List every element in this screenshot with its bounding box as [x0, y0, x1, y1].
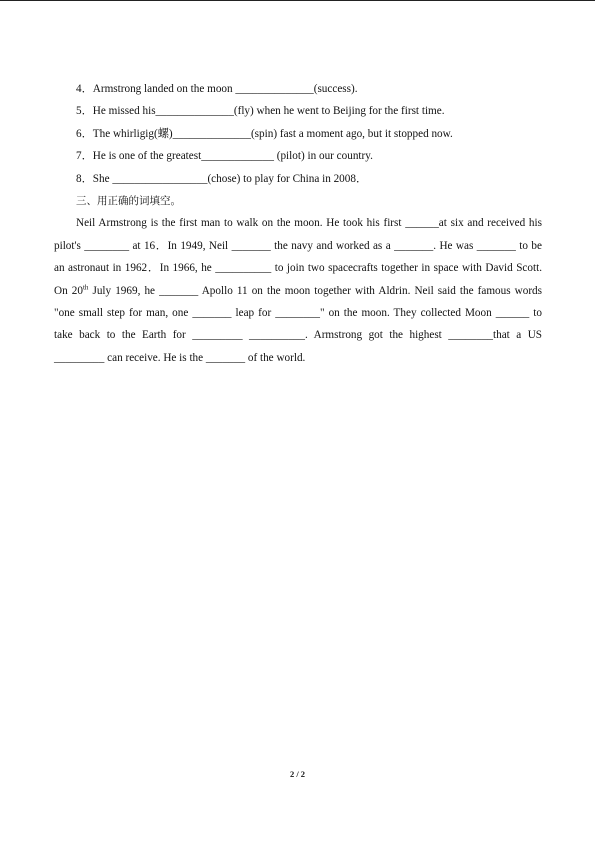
- section-three-title: 三、用正确的词填空。: [76, 195, 181, 208]
- worksheet-content: [54, 78, 542, 369]
- question-8: 8．She _________________(chose) to play for China in 2008．: [76, 172, 368, 185]
- question-4: 4．Armstrong landed on the moon ______________(success).: [76, 83, 358, 95]
- question-7: 7．He is one of the greatest_____________ (pilot) in our country.: [76, 150, 373, 163]
- page-number: 2 / 2: [289, 769, 306, 779]
- question-5: 5．He missed his______________(fly) when he went to Beijing for the first time.: [76, 105, 445, 118]
- passage-part-2: July 1969, he _______ Apollo 11 on the moon together with Aldrin. Neil said the famous words "one small step for man, one _______ leap for ________" on the moon. They collected Moon ______ to take back to the Earth for _________ __________. Armstrong got the highest ________that a US _________ can receive. He is the _______ of the world.: [54, 284, 542, 364]
- question-6: 6．The whirligig(螺)______________(spin) fast a moment ago, but it stopped now.: [76, 127, 453, 140]
- cloze-passage: [54, 212, 542, 369]
- passage-superscript: th: [82, 282, 89, 291]
- top-border-line: [0, 0, 595, 1]
- passage-part-1: Neil Armstrong is the first man to walk on the moon. He took his first ______at six and received his pilot's ________ at 16．In 1949, Neil _______ the navy and worked as a _______. He was _______ to be an astronaut in 1962．In 1966, he __________ to join two spacecrafts together in space with David Scott. On 20: [54, 217, 542, 297]
